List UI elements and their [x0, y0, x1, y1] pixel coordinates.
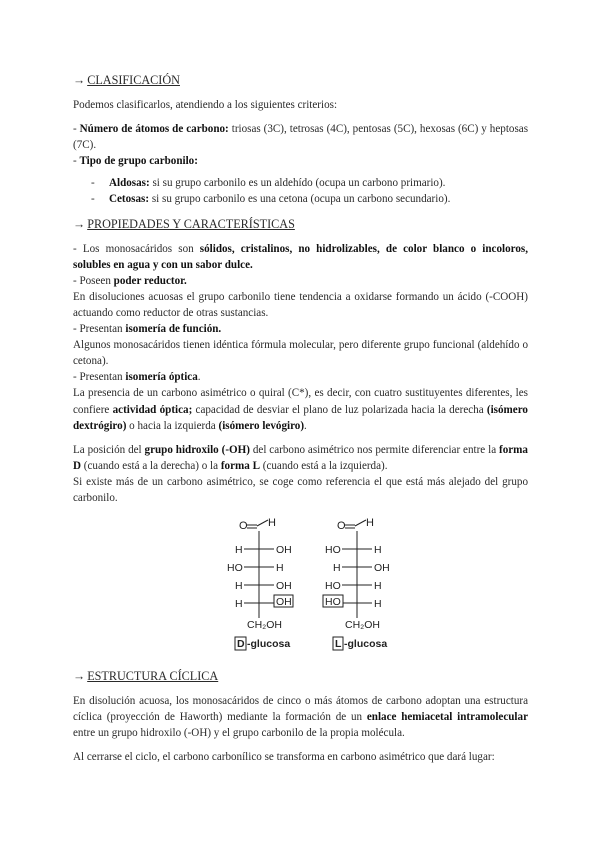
row3-right: OH	[276, 580, 292, 593]
list-item-cetosas: - Cetosas: si su grupo carbonilo es una cetona (ocupa un carbono secundario).	[91, 193, 451, 206]
row4-right: H	[374, 598, 382, 611]
paragraph-function-isomerism: - Presentan isomería de función.	[73, 323, 222, 336]
paragraph-function-isomerism-detail: Algunos monosacáridos tienen idéntica fórmula molecular, pero diferente grupo funcional (aldehído o cetona).	[73, 339, 528, 368]
row3-right: H	[374, 580, 382, 593]
bond	[257, 520, 268, 526]
paragraph-oxidation: En disoluciones acuosas el grupo carbonilo tiene tendencia a oxidarse formando un ácido (-COOH) actuando como reductor de otras sustancias.	[73, 290, 528, 319]
list-item-aldosas: - Aldosas: si su grupo carbonilo es un aldehído (ocupa un carbono primario).	[91, 177, 446, 190]
paragraph-multiple-asymmetric: Si existe más de un carbono asimétrico, se coge como referencia el que está más alejado del grupo carbonilo.	[73, 475, 528, 504]
ch2oh-group: CH₂OH	[247, 619, 282, 632]
row1-right: OH	[276, 544, 292, 557]
ch2oh-group: CH₂OH	[345, 619, 380, 632]
glucose-diagram	[73, 516, 528, 656]
heading-propiedades	[73, 216, 528, 233]
heading-clasificacion	[73, 72, 528, 89]
row1-left: H	[235, 544, 243, 557]
heading-estructura-ciclica	[73, 668, 528, 685]
paragraph-hydroxyl-position: La posición del grupo hidroxilo (-OH) del carbono asimétrico nos permite diferenciar entre la forma D (cuando está a la derecha) o la forma L (cuando está a la izquierda).	[73, 443, 528, 472]
row1-right: H	[374, 544, 382, 557]
paragraph-physical-properties: - Los monosacáridos son sólidos, cristalinos, no hidrolizables, de color blanco o incoloros, solubles en agua y con un sabor dulce.	[73, 242, 528, 271]
heading-text: PROPIEDADES Y CARACTERÍSTICAS	[87, 216, 295, 231]
row4-right: OH	[276, 596, 292, 609]
carbonyl-oxygen: O	[337, 520, 346, 533]
d-glucose-structure	[227, 517, 293, 650]
d-label-letter: D	[237, 638, 245, 651]
criterion-carbon-count: - Número de átomos de carbono: triosas (3C), tetrosas (4C), pentosas (5C), hexosas (6C) y heptosas (7C).	[73, 123, 529, 152]
row4-left: H	[235, 598, 243, 611]
row3-left: HO	[325, 580, 341, 593]
paragraph-intro: Podemos clasificarlos, atendiendo a los siguientes criterios:	[73, 99, 338, 111]
d-label-text: -glucosa	[247, 638, 291, 651]
carbonyl-hydrogen: H	[366, 517, 374, 530]
paragraph-optical-isomerism: - Presentan isomería óptica.	[73, 371, 201, 384]
row2-right: OH	[374, 562, 390, 575]
arrow-icon: →	[73, 669, 86, 684]
l-glucose-structure	[323, 517, 390, 650]
row4-left: HO	[325, 596, 341, 609]
arrow-icon: →	[73, 73, 86, 87]
heading-text: CLASIFICACIÓN	[87, 73, 180, 87]
row3-left: H	[235, 580, 243, 593]
row1-left: HO	[325, 544, 341, 557]
row2-right: H	[276, 562, 284, 575]
criterion-carbonyl-type: - Tipo de grupo carbonilo:	[73, 155, 198, 168]
carbonyl-oxygen: O	[239, 520, 248, 533]
row2-left: HO	[227, 562, 243, 575]
document-page	[73, 72, 528, 765]
fischer-projection-figure	[73, 516, 528, 656]
heading-text: ESTRUCTURA CÍCLICA	[87, 669, 219, 684]
l-label-letter: L	[335, 638, 342, 651]
paragraph-cycle-closing: Al cerrarse el ciclo, el carbono carbonílico se transforma en carbono asimétrico que dará lugar:	[73, 751, 495, 764]
l-label-text: -glucosa	[344, 638, 388, 651]
paragraph-chiral-carbon: La presencia de un carbono asimétrico o quiral (C*), es decir, con cuatro sustituyentes diferentes, les confiere actividad óptica; capacidad de desviar el plano de luz polarizada hacia la derecha (isómero dextrógiro) o hacia la izquierda (isómero levógiro).	[73, 387, 528, 432]
arrow-icon: →	[73, 216, 86, 231]
carbonyl-hydrogen: H	[268, 517, 276, 530]
row2-left: H	[333, 562, 341, 575]
paragraph-reducing-power: - Poseen poder reductor.	[73, 274, 187, 287]
paragraph-cyclic-structure: En disolución acuosa, los monosacáridos de cinco o más átomos de carbono adoptan una estructura cíclica (proyección de Haworth) mediante la formación de un enlace hemiacetal intramolecular entre un grupo hidroxilo (-OH) y el grupo carbonilo de la propia molécula.	[73, 695, 528, 740]
